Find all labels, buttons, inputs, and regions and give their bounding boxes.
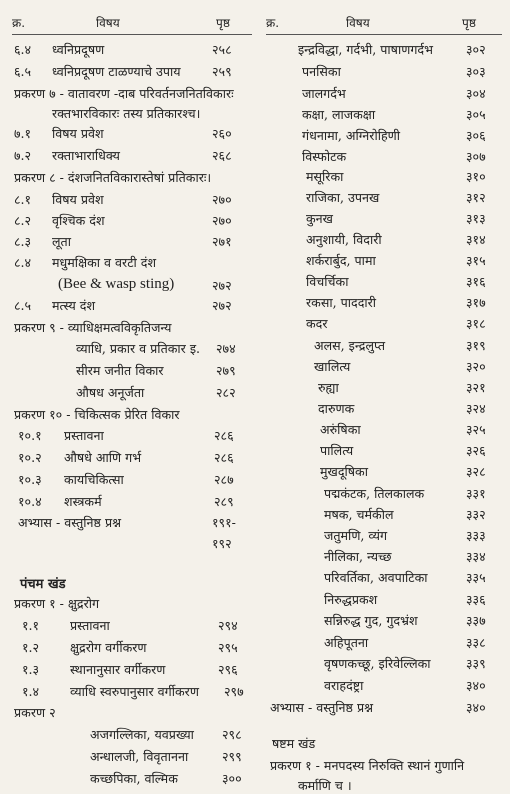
left-header-subject: विषय bbox=[96, 16, 120, 30]
section-heading: पंचम खंड bbox=[20, 577, 66, 592]
index-page: क्र. विषय पृष्ठ ६.४ ध्वनिप्रदूषण २५८ ६.५ ध्वनिप्रदूषण टाळण्याचे उपाय २५९ प्रकरण ७ - वातावरण -दाब परिवर्तनजनितविकारः रक्तभारविकारः तस्य प्रतिकारश्च। ७.१ विषय प्रवेश २६० ७.२ रक्ताभाराधिक्य २६८ प्रकरण ८ - दंशजनितविकारास्तेषां प्रतिकारः। ८.१ विषय प्रवेश २७० ८.२ वृश्चिक दंश २७० ८.३ लूता २७१ ८.४ मधुमक्षिका व वरटी दंश (Bee & wasp sting) २७२ ८.५ मत्स्य दंश २७२ प्रकरण ९ - व्याधिक्षमत्वविकृतिजन्य व्याधि, प्रकार व प्रतिकार इ. २७४ सीरम जनीत विकार २७९ औषध अनूर्जता २८२ प्रकरण १० - चिकित्सक प्रेरित विकार १०.१ प्रस्तावना २८६ १०.२ औषधे आणि गर्भ २८६ १०.३ कायचिकित्सा २८७ १०.४ शस्त्रकर्म २८९ अभ्यास - वस्तुनिष्ठ प्रश्न १९१- १९२ पंचम खंड प्रकरण १ - क्षुद्ररोग १.१ प्रस्तावना २९४ १.२ क्षुद्ररोग वर्गीकरण २९५ १.३ स्थानानुसार वर्गीकरण २९६ १.४ व्याधि स्वरुपानुसार वर्गीकरण २९७ प्रकरण २ अजगल्लिका, यवप्रख्या २९८ अन्धालजी, विवृतानना २९९ कच्छपिका, वल्मिक ३०० क्र. विषय पृष्ठ इन्द्रविद्धा, गर्दभी, पाषाणगर्दभ ३०२ पनसिका ३०३ जालगर्दभ ३०४ कक्षा, लाजकक्षा ३०५ गंधनामा, अग्निरोहिणी ३०६ विस्फोटक ३०७ मसूरिका ३१० राजिका, उपनख ३१२ कुनख ३१३ अनुशायी, विदारी ३१४ शर्करार्बुद, पामा ३१५ विचर्चिका ३१६ रकसा, पाददारी ३१७ कदर ३१८ अलस, इन्द्रलुप्त ३१९ खालित्य ३२० रुह्या ३२१ दारुणक ३२४ अरुंषिका ३२५ पालित्य ३२६ मुखदूषिका ३२८ पद्मकंटक, तिलकालक ३३१ मषक, चर्मकील ३३२ जतुमणि, व्यंग ३३३ नीलिका, न्यच्छ ३३४ परिवर्तिका, अवपाटिका ३३५ निरुद्धप्रकश ३३६ सन्निरुद्ध गुद, गुदभ्रंश ३३७ अहिपूतना ३३८ वृषणकच्छू, इरिवेल्लिका ३३९ वराहदंष्ट्रा ३४० अभ्यास - वस्तुनिष्ठ प्रश्न ३४० षष्टम खंड प्रकरण १ - मनपदस्य निरुक्ति स्थानं गुणानि कर्माणि च । bbox=[0, 0, 510, 794]
left-header-rule bbox=[12, 34, 252, 35]
left-header-page: पृष्ठ bbox=[216, 16, 230, 30]
right-header-rule bbox=[266, 34, 502, 35]
left-header-number: क्र. bbox=[12, 16, 26, 30]
right-header-subject: विषय bbox=[346, 16, 370, 30]
right-header-page: पृष्ठ bbox=[462, 16, 476, 30]
right-header-number: क्र. bbox=[266, 16, 280, 30]
